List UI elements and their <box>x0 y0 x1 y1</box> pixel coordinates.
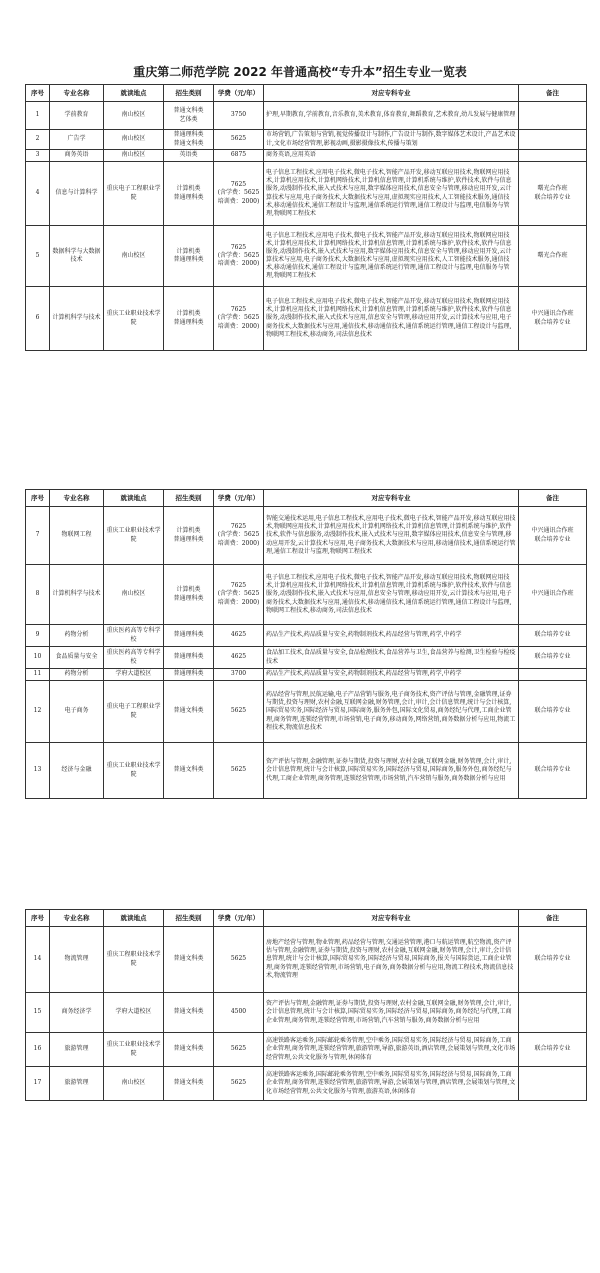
corresponding-majors-cell: 资产评估与管理,金融管理,证券与期货,投资与理财,农村金融,互联网金融,财务管理,会计,审计,会计信息管理,统计与会计核算,国际贸易实务,国际经济与贸易,国际商务,服务外包,商务经纪与代理,工商企业管理,商务管理,连锁经营管理,市场营销,汽车营销与服务,商务数据分析与应用 <box>264 743 519 799</box>
table-row <box>26 102 587 130</box>
row-number-cell: 3 <box>26 150 50 162</box>
admission-category-cell: 普通文科类 <box>164 1033 214 1067</box>
major-name-cell: 信息与计算科学 <box>50 162 104 226</box>
major-name-cell: 经济与金融 <box>50 743 104 799</box>
row-number-cell: 4 <box>26 162 50 226</box>
major-name-cell: 学前教育 <box>50 102 104 130</box>
admission-category-cell: 计算机类 普通理科类 <box>164 507 214 565</box>
row-number-cell: 1 <box>26 102 50 130</box>
corresponding-majors-cell: 食品加工技术,食品质量与安全,食品检测技术,食品营养与卫生,食品营养与检测,卫生检验与检疫技术 <box>264 647 519 669</box>
corresponding-majors-cell: 市场营销,广告策划与营销,视觉传播设计与制作,广告设计与制作,数字媒体艺术设计,产品艺术设计,文化市场经营管理,影视动画,摄影摄像技术,传播与策划 <box>264 130 519 150</box>
header-row-number: 序号 <box>26 910 50 927</box>
header-tuition-fee: 学费（元/年） <box>214 490 264 507</box>
tuition-fee-cell: 7625 (含学费：5625 培训费：2000) <box>214 287 264 351</box>
table-row <box>26 681 587 743</box>
table-row <box>26 287 587 351</box>
corresponding-majors-cell: 护理,早期教育,学前教育,音乐教育,美术教育,体育教育,舞蹈教育,艺术教育,幼儿发展与健康管理 <box>264 102 519 130</box>
remarks-cell <box>519 669 587 681</box>
corresponding-majors-cell: 电子信息工程技术,应用电子技术,微电子技术,智能产品开发,移动互联应用技术,物联网应用技术,计算机应用技术,计算机网络技术,计算机信息管理,计算机系统与维护,软件技术,软件与信息服务,动漫制作技术,嵌入式技术与应用,信息安全与管理,移动应用开发,云计算技术与应用,电子商务技术,大数据技术与应用,通信技术,移动通信技术,通信系统运行管理,通信工程设计与监理,物联网工程技术,移动商务,司法信息技术 <box>264 287 519 351</box>
header-campus: 就读地点 <box>104 85 164 102</box>
admission-category-cell: 普通文科类 <box>164 681 214 743</box>
major-name-cell: 数据科学与大数据技术 <box>50 226 104 287</box>
header-row-number: 序号 <box>26 85 50 102</box>
corresponding-majors-cell: 药品经营与管理,民航运输,电子产品营销与服务,电子商务技术,资产评估与管理,金融管理,证券与期货,投资与理财,农村金融,互联网金融,财务管理,会计,审计,会计信息管理,统计与会计核算,国际贸易实务,国际经济与贸易,国际商务,服务外包,国际文化贸易,商务经纪与代理,工商企业管理,商务管理,连锁经营管理,市场营销,电子商务,移动商务,网络营销,商务数据分析与应用,物流工程技术,物流信息技术 <box>264 681 519 743</box>
header-corresponding-majors: 对应专科专业 <box>264 490 519 507</box>
campus-cell: 重庆医药高等专科学校 <box>104 625 164 647</box>
row-number-cell: 5 <box>26 226 50 287</box>
admission-category-cell: 计算机类 普通理科类 <box>164 565 214 625</box>
remarks-cell: 联合培养专业 <box>519 625 587 647</box>
remarks-cell <box>519 1067 587 1101</box>
admission-category-cell: 普通理科类 <box>164 647 214 669</box>
table-row <box>26 927 587 993</box>
table-row <box>26 162 587 226</box>
major-name-cell: 旅游管理 <box>50 1067 104 1101</box>
row-number-cell: 8 <box>26 565 50 625</box>
tuition-fee-cell: 4625 <box>214 625 264 647</box>
row-number-cell: 7 <box>26 507 50 565</box>
campus-cell: 南山校区 <box>104 130 164 150</box>
row-number-cell: 11 <box>26 669 50 681</box>
admission-category-cell: 普通理科类 <box>164 669 214 681</box>
header-admission-category: 招生类别 <box>164 490 214 507</box>
row-number-cell: 10 <box>26 647 50 669</box>
major-name-cell: 食品质量与安全 <box>50 647 104 669</box>
table-row <box>26 565 587 625</box>
tuition-fee-cell: 5625 <box>214 130 264 150</box>
major-name-cell: 广告学 <box>50 130 104 150</box>
corresponding-majors-cell: 商务英语,应用英语 <box>264 150 519 162</box>
row-number-cell: 17 <box>26 1067 50 1101</box>
campus-cell: 学府大道校区 <box>104 669 164 681</box>
row-number-cell: 15 <box>26 993 50 1033</box>
tuition-fee-cell: 4625 <box>214 647 264 669</box>
table-row <box>26 669 587 681</box>
header-corresponding-majors: 对应专科专业 <box>264 910 519 927</box>
major-name-cell: 商务英语 <box>50 150 104 162</box>
table-row <box>26 150 587 162</box>
row-number-cell: 9 <box>26 625 50 647</box>
admission-category-cell: 英语类 <box>164 150 214 162</box>
tuition-fee-cell: 5625 <box>214 681 264 743</box>
tuition-fee-cell: 7625 (含学费：5625 培训费：2000) <box>214 226 264 287</box>
corresponding-majors-cell: 智能交通技术运用,电子信息工程技术,应用电子技术,微电子技术,智能产品开发,移动互联应用技术,物联网应用技术,计算机应用技术,计算机网络技术,计算机信息管理,计算机系统与维护,软件技术,软件与信息服务,动漫制作技术,嵌入式技术与应用,数字媒体应用技术,信息安全与管理,移动应用开发,云计算技术与应用,电子商务技术,大数据技术与应用,移动通信技术,通信系统运行管理,通信工程设计与监理,物联网工程技术 <box>264 507 519 565</box>
admission-category-cell: 普通文科类 <box>164 993 214 1033</box>
row-number-cell: 14 <box>26 927 50 993</box>
table-row <box>26 625 587 647</box>
tuition-fee-cell: 3750 <box>214 102 264 130</box>
major-name-cell: 物联网工程 <box>50 507 104 565</box>
header-admission-category: 招生类别 <box>164 85 214 102</box>
remarks-cell <box>519 993 587 1033</box>
table-row <box>26 507 587 565</box>
remarks-cell: 中兴通讯合作班 联合培养专业 <box>519 287 587 351</box>
campus-cell: 南山校区 <box>104 565 164 625</box>
major-name-cell: 计算机科学与技术 <box>50 565 104 625</box>
campus-cell: 重庆电子工程职业学院 <box>104 681 164 743</box>
tuition-fee-cell: 7625 (含学费：5625 培训费：2000) <box>214 162 264 226</box>
row-number-cell: 2 <box>26 130 50 150</box>
remarks-cell <box>519 150 587 162</box>
admission-category-cell: 普通理科类 <box>164 625 214 647</box>
table-row <box>26 647 587 669</box>
table-row <box>26 993 587 1033</box>
tuition-fee-cell: 6875 <box>214 150 264 162</box>
page-title: 重庆第二师范学院 2022 年普通高校“专升本”招生专业一览表 <box>133 65 467 79</box>
major-name-cell: 计算机科学与技术 <box>50 287 104 351</box>
campus-cell: 重庆工业职业技术学院 <box>104 287 164 351</box>
corresponding-majors-cell: 高速铁路客运乘务,国际邮轮乘务管理,空中乘务,国际贸易实务,国际经济与贸易,国际商务,工商企业管理,商务管理,连锁经营管理,旅游管理,导游,会展策划与管理,酒店管理,会展策划与管理,文化市场经营管理,公共文化服务与管理,旅游英语,休闲体育 <box>264 1067 519 1101</box>
table-row <box>26 130 587 150</box>
admissions-table-2 <box>25 489 587 799</box>
major-name-cell: 旅游管理 <box>50 1033 104 1067</box>
remarks-cell <box>519 102 587 130</box>
major-name-cell: 电子商务 <box>50 681 104 743</box>
remarks-cell: 联合培养专业 <box>519 1033 587 1067</box>
table-row <box>26 226 587 287</box>
header-remarks: 备注 <box>519 490 587 507</box>
tuition-fee-cell: 5625 <box>214 743 264 799</box>
header-remarks: 备注 <box>519 85 587 102</box>
admission-category-cell: 计算机类 普通理科类 <box>164 226 214 287</box>
major-name-cell: 物流管理 <box>50 927 104 993</box>
remarks-cell: 联合培养专业 <box>519 681 587 743</box>
campus-cell: 重庆医药高等专科学校 <box>104 647 164 669</box>
row-number-cell: 13 <box>26 743 50 799</box>
admission-category-cell: 计算机类 普通理科类 <box>164 162 214 226</box>
header-campus: 就读地点 <box>104 490 164 507</box>
campus-cell: 重庆工程职业技术学院 <box>104 927 164 993</box>
campus-cell: 重庆工业职业技术学院 <box>104 743 164 799</box>
campus-cell: 重庆工业职业技术学院 <box>104 507 164 565</box>
admissions-table-1 <box>25 84 587 351</box>
corresponding-majors-cell: 电子信息工程技术,应用电子技术,微电子技术,智能产品开发,移动互联应用技术,物联网应用技术,计算机应用技术,计算机网络技术,计算机信息管理,计算机系统与维护,软件技术,软件与信息服务,动漫制作技术,嵌入式技术与应用,数字媒体应用技术,信息安全与管理,移动应用开发,云计算技术与应用,电子商务技术,大数据技术与应用,虚拟现实应用技术,人工智能技术服务,通信技术,移动通信技术,通信工程设计与监理,通信系统运行管理,通信工程设计与监理,电信服务与管理,物联网工程技术 <box>264 226 519 287</box>
header-admission-category: 招生类别 <box>164 910 214 927</box>
tuition-fee-cell: 4500 <box>214 993 264 1033</box>
table-header-row <box>26 490 587 507</box>
remarks-cell: 联合培养专业 <box>519 927 587 993</box>
corresponding-majors-cell: 电子信息工程技术,应用电子技术,微电子技术,智能产品开发,移动互联应用技术,物联网应用技术,计算机应用技术,计算机网络技术,计算机信息管理,计算机系统与维护,软件技术,软件与信息服务,动漫制作技术,嵌入式技术与应用,信息安全与管理,移动应用开发,云计算技术与应用,电子商务技术,大数据技术与应用,通信技术,移动通信技术,通信系统运行管理,通信工程设计与监理,物联网工程技术,移动商务,司法信息技术 <box>264 565 519 625</box>
remarks-cell: 联合培养专业 <box>519 647 587 669</box>
admission-category-cell: 计算机类 普通理科类 <box>164 287 214 351</box>
admission-category-cell: 普通文科类 艺体类 <box>164 102 214 130</box>
major-name-cell: 药物分析 <box>50 625 104 647</box>
corresponding-majors-cell: 药品生产技术,药品质量与安全,药物制剂技术,药品经营与管理,药学,中药学 <box>264 625 519 647</box>
header-major-name: 专业名称 <box>50 490 104 507</box>
header-major-name: 专业名称 <box>50 910 104 927</box>
campus-cell: 重庆工业职业技术学院 <box>104 1033 164 1067</box>
tuition-fee-cell: 5625 <box>214 1033 264 1067</box>
admission-category-cell: 普通文科类 <box>164 1067 214 1101</box>
campus-cell: 南山校区 <box>104 1067 164 1101</box>
table-row <box>26 1067 587 1101</box>
campus-cell: 南山校区 <box>104 150 164 162</box>
campus-cell: 南山校区 <box>104 102 164 130</box>
corresponding-majors-cell: 电子信息工程技术,应用电子技术,微电子技术,智能产品开发,移动互联应用技术,物联网应用技术,计算机应用技术,计算机网络技术,计算机信息管理,计算机系统与维护,软件技术,软件与信息服务,动漫制作技术,嵌入式技术与应用,数字媒体应用技术,信息安全与管理,移动应用开发,云计算技术与应用,电子商务技术,大数据技术与应用,虚拟现实应用技术,人工智能技术服务,通信技术,移动通信技术,通信工程设计与监理,通信系统运行管理,通信工程设计与监理,电信服务与管理,物联网工程技术 <box>264 162 519 226</box>
remarks-cell: 中兴通讯合作班 <box>519 565 587 625</box>
header-row-number: 序号 <box>26 490 50 507</box>
tuition-fee-cell: 3700 <box>214 669 264 681</box>
header-remarks: 备注 <box>519 910 587 927</box>
corresponding-majors-cell: 房地产经营与管理,物业管理,药品经营与管理,交通运营管理,港口与航运管理,航空物流,资产评估与管理,金融管理,证券与期货,投资与理财,农村金融,互联网金融,财务管理,会计,审计,会计信息管理,统计与会计核算,国际贸易实务,国际经济与贸易,国际商务,报关与国际货运,工商企业管理,商务管理,连锁经营管理,市场营销,电子商务,商务数据分析与应用,物流工程技术,物流信息技术,物流管理 <box>264 927 519 993</box>
header-corresponding-majors: 对应专科专业 <box>264 85 519 102</box>
remarks-cell: 中兴通讯合作班 联合培养专业 <box>519 507 587 565</box>
corresponding-majors-cell: 资产评估与管理,金融管理,证券与期货,投资与理财,农村金融,互联网金融,财务管理,会计,审计,会计信息管理,统计与会计核算,国际贸易实务,国际经济与贸易,国际商务,商务经纪与代理,工商企业管理,商务管理,连锁经营管理,市场营销,汽车营销与服务,商务数据分析与应用 <box>264 993 519 1033</box>
corresponding-majors-cell: 高速铁路客运乘务,国际邮轮乘务管理,空中乘务,国际贸易实务,国际经济与贸易,国际商务,工商企业管理,商务管理,连锁经营管理,旅游管理,导游,旅游英语,酒店管理,会展策划与管理,文化市场经营管理,公共文化服务与管理,休闲体育 <box>264 1033 519 1067</box>
remarks-cell: 曙光合作班 <box>519 226 587 287</box>
tuition-fee-cell: 7625 (含学费：5625 培训费：2000) <box>214 565 264 625</box>
campus-cell: 学府大道校区 <box>104 993 164 1033</box>
major-name-cell: 药物分析 <box>50 669 104 681</box>
tuition-fee-cell: 7625 (含学费：5625 培训费：2000) <box>214 507 264 565</box>
admission-category-cell: 普通文科类 <box>164 743 214 799</box>
row-number-cell: 6 <box>26 287 50 351</box>
table-row <box>26 1033 587 1067</box>
admissions-table-3 <box>25 909 587 1101</box>
header-tuition-fee: 学费（元/年） <box>214 85 264 102</box>
header-tuition-fee: 学费（元/年） <box>214 910 264 927</box>
remarks-cell: 联合培养专业 <box>519 743 587 799</box>
major-name-cell: 商务经济学 <box>50 993 104 1033</box>
table-header-row <box>26 85 587 102</box>
row-number-cell: 12 <box>26 681 50 743</box>
remarks-cell <box>519 130 587 150</box>
tuition-fee-cell: 5625 <box>214 927 264 993</box>
admission-category-cell: 普通文科类 <box>164 927 214 993</box>
remarks-cell: 曙光合作班 联合培养专业 <box>519 162 587 226</box>
table-row <box>26 743 587 799</box>
table-header-row <box>26 910 587 927</box>
tuition-fee-cell: 5625 <box>214 1067 264 1101</box>
row-number-cell: 16 <box>26 1033 50 1067</box>
header-major-name: 专业名称 <box>50 85 104 102</box>
campus-cell: 南山校区 <box>104 226 164 287</box>
header-campus: 就读地点 <box>104 910 164 927</box>
campus-cell: 重庆电子工程职业学院 <box>104 162 164 226</box>
corresponding-majors-cell: 药品生产技术,药品质量与安全,药物制剂技术,药品经营与管理,药学,中药学 <box>264 669 519 681</box>
admission-category-cell: 普通理科类 普通文科类 <box>164 130 214 150</box>
